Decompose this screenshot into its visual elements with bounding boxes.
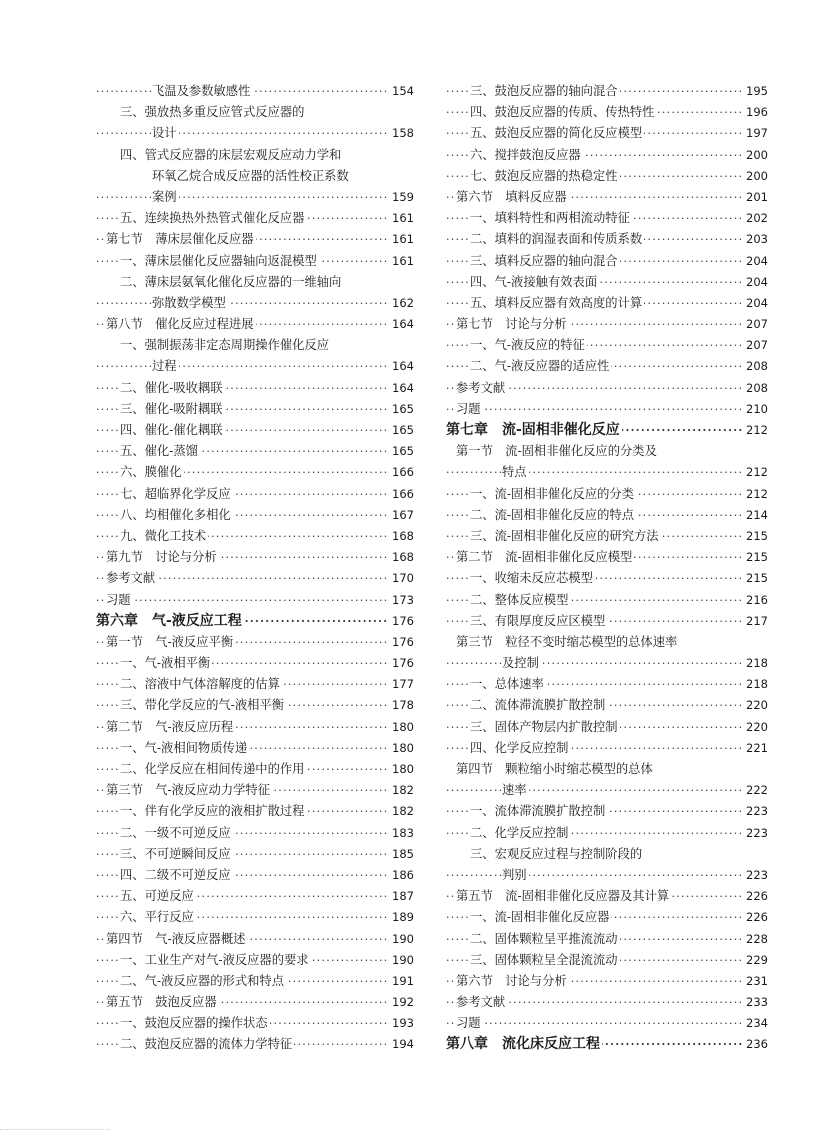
toc-subsection-entry [446,293,768,314]
toc-entry-title: 参考文献 [106,568,157,589]
toc-entry-page: 214 [742,505,768,526]
toc-entry-page: 162 [388,293,414,314]
toc-entry-page: 164 [388,314,414,335]
toc-entry-page: 192 [388,992,414,1013]
toc-entry-page: 176 [388,653,414,674]
toc-entry-title: 第五节 流-固相非催化反应器及其计算 [456,886,671,907]
toc-entry-title: 一、薄床层催化反应器轴向返混模型 [120,251,319,272]
toc-entry-page: 215 [742,547,768,568]
toc-subsection-entry [446,738,768,759]
toc-subsection-entry [446,462,768,483]
toc-subsection-entry [446,166,768,187]
toc-entry-title: 三、固体产物层内扩散控制 [470,717,620,738]
toc-entry-title: 二、催化-吸收耦联 [120,378,225,399]
toc-entry-page: 182 [388,801,414,822]
toc-entry-page: 190 [388,929,414,950]
toc-subsection-entry [446,823,768,844]
toc-entry-title: 一、填料特性和两相流动特征 [470,208,632,229]
toc-entry-title: 三、有限厚度反应区模型 [470,611,607,632]
toc-subsection-entry [96,695,414,716]
toc-subsection-entry [96,484,414,505]
toc-entry-title: 三、催化-吸附耦联 [120,399,225,420]
toc-entry-title: 一、流-固相非催化反应的分类 [470,484,636,505]
toc-entry-page: 176 [388,611,414,632]
toc-section-entry [96,780,414,801]
toc-entry-title: 二、薄床层氨氧化催化反应器的一维轴向 [120,272,343,293]
dot-leader [96,293,414,314]
toc-entry-title: 第六节 填料反应器 [456,187,569,208]
toc-section-entry [446,1013,768,1034]
toc-subsection-entry [446,208,768,229]
toc-section-entry [446,632,768,653]
toc-section-entry [96,568,414,589]
toc-entry-title: 及控制 [502,653,541,674]
toc-entry-title: 第四节 气-液反应器概述 [106,929,247,950]
toc-entry-title: 一、气-液反应的特征 [470,335,587,356]
toc-entry-page: 159 [388,187,414,208]
toc-entry-page: 185 [388,844,414,865]
toc-entry-page: 197 [742,123,768,144]
toc-subsection-entry [96,759,414,780]
toc-entry-page: 212 [742,462,768,483]
toc-entry-title: 弥散数学模型 [152,293,228,314]
page-edge-mark [0,1129,110,1136]
toc-entry-page: 223 [742,823,768,844]
toc-entry-title: 二、一级不可逆反应 [120,823,233,844]
dot-leader [446,653,768,674]
toc-entry-page: 215 [742,526,768,547]
toc-entry-title: 判别 [502,865,529,886]
toc-subsection-entry [96,251,414,272]
toc-entry-title: 三、带化学反应的气-液相平衡 [120,695,286,716]
toc-entry-page: 234 [742,1013,768,1034]
dot-leader [96,123,414,144]
toc-entry-page: 183 [388,823,414,844]
toc-subsection-entry [446,505,768,526]
toc-entry-title: 二、气-液反应器的形式和特点 [120,971,286,992]
toc-subsection-entry [96,335,414,356]
toc-entry-title: 一、收缩未反应芯模型 [470,568,595,589]
toc-entry-title: 第六节 讨论与分析 [456,971,569,992]
toc-entry-page: 165 [388,399,414,420]
dot-leader [446,780,768,801]
toc-subsection-entry [96,462,414,483]
toc-subsection-entry [446,484,768,505]
toc-entry-title: 一、伴有化学反应的液相扩散过程 [120,801,306,822]
toc-entry-title: 二、化学反应控制 [470,823,570,844]
toc-entry-page: 166 [388,484,414,505]
toc-entry-title: 习题 [456,399,483,420]
toc-entry-title: 三、鼓泡反应器的轴向混合 [470,81,620,102]
toc-entry-title: 九、微化工技术 [120,526,208,547]
toc-entry-title: 参考文献 [456,992,507,1013]
toc-entry-page: 233 [742,992,768,1013]
toc-entry-title: 第八章 流化床反应工程 [446,1034,602,1055]
toc-entry-page: 173 [388,590,414,611]
toc-subsection-entry [446,844,768,865]
toc-entry-title: 三、强放热多重反应管式反应器的 [120,102,306,123]
toc-subsection-entry [96,844,414,865]
toc-subsection-entry [96,378,414,399]
toc-entry-page: 200 [742,145,768,166]
toc-subsection-entry [446,780,768,801]
toc-entry-title: 一、流体滞流膜扩散控制 [470,801,607,822]
toc-entry-page: 229 [742,950,768,971]
toc-section-entry [96,717,414,738]
toc-entry-page: 178 [388,695,414,716]
toc-entry-page: 221 [742,738,768,759]
toc-section-entry [446,971,768,992]
toc-section-entry [446,886,768,907]
toc-entry-page: 195 [742,81,768,102]
toc-entry-page: 164 [388,378,414,399]
toc-entry-page: 226 [742,907,768,928]
toc-entry-title: 二、固体颗粒呈平推流流动 [470,929,620,950]
toc-subsection-entry [96,971,414,992]
toc-entry-page: 220 [742,717,768,738]
toc-entry-title: 三、宏观反应过程与控制阶段的 [470,844,644,865]
dot-leader [446,399,768,420]
toc-subsection-entry [446,929,768,950]
toc-entry-page: 218 [742,674,768,695]
toc-entry-page: 208 [742,378,768,399]
toc-subsection-entry [446,102,768,123]
toc-entry-page: 236 [742,1034,768,1055]
dot-leader [96,187,414,208]
toc-entry-title: 四、化学反应控制 [470,738,570,759]
toc-entry-title: 第三节 气-液反应动力学特征 [106,780,272,801]
toc-entry-title: 一、工业生产对气-液反应器的要求 [120,950,311,971]
toc-entry-page: 216 [742,590,768,611]
toc-entry-page: 212 [742,484,768,505]
toc-subsection-entry [446,123,768,144]
toc-entry-page: 168 [388,526,414,547]
toc-entry-title: 三、流-固相非催化反应的研究方法 [470,526,661,547]
toc-entry-title: 第九节 讨论与分析 [106,547,219,568]
toc-subsection-entry [446,717,768,738]
toc-subsection-entry [446,950,768,971]
toc-entry-page: 180 [388,738,414,759]
toc-entry-title: 八、均相催化多相化 [120,505,233,526]
toc-subsection-entry [96,399,414,420]
toc-entry-title: 速率 [502,780,529,801]
toc-entry-page: 204 [742,272,768,293]
toc-section-entry [446,547,768,568]
toc-entry-page: 201 [742,187,768,208]
toc-entry-title: 第七节 薄床层催化反应器 [106,229,256,250]
toc-subsection-entry [446,865,768,886]
toc-entry-title: 第二节 流-固相非催化反应模型 [456,547,634,568]
toc-subsection-entry [446,145,768,166]
toc-entry-title: 五、催化-蒸馏 [120,441,200,462]
toc-entry-title: 二、流-固相非催化反应的特点 [470,505,636,526]
toc-entry-title: 六、平行反应 [120,907,196,928]
toc-entry-page: 217 [742,611,768,632]
toc-entry-title: 四、催化-催化耦联 [120,420,225,441]
toc-entry-page: 202 [742,208,768,229]
toc-entry-title: 环氧乙烷合成反应器的活性校正系数 [152,166,351,187]
toc-entry-title: 第四节 颗粒缩小时缩芯模型的总体 [456,759,655,780]
toc-entry-page: 168 [388,547,414,568]
toc-entry-page: 204 [742,293,768,314]
toc-section-entry [96,547,414,568]
toc-entry-page: 182 [388,780,414,801]
toc-entry-title: 一、流-固相非催化反应器 [470,907,611,928]
toc-entry-page: 161 [388,208,414,229]
toc-subsection-entry [96,145,414,166]
toc-entry-title: 四、鼓泡反应器的传质、传热特性 [470,102,656,123]
toc-entry-title: 第一节 流-固相非催化反应的分类及 [456,441,659,462]
toc-subsection-entry [446,801,768,822]
toc-entry-title: 二、化学反应在相间传递中的作用 [120,759,306,780]
toc-chapter-entry [446,420,768,441]
toc-section-entry [96,229,414,250]
toc-subsection-entry [96,187,414,208]
toc-entry-title: 二、气-液反应器的适应性 [470,356,611,377]
toc-entry-page: 223 [742,801,768,822]
toc-entry-page: 167 [388,505,414,526]
toc-entry-page: 196 [742,102,768,123]
toc-entry-title: 一、总体速率 [470,674,546,695]
toc-section-entry [446,378,768,399]
toc-entry-page: 212 [742,420,768,441]
toc-section-entry [96,992,414,1013]
toc-entry-title: 案例 [152,187,179,208]
toc-subsection-entry [96,166,414,187]
toc-entry-page: 170 [388,568,414,589]
toc-entry-title: 第七章 流-固相非催化反应 [446,420,622,441]
toc-entry-page: 210 [742,399,768,420]
toc-entry-title: 二、溶液中气体溶解度的估算 [120,674,282,695]
toc-entry-page: 165 [388,420,414,441]
toc-subsection-entry [96,823,414,844]
toc-entry-title: 二、填料的润湿表面和传质系数 [470,229,644,250]
toc-entry-title: 第三节 粒径不变时缩芯模型的总体速率 [456,632,679,653]
toc-entry-page: 158 [388,123,414,144]
toc-entry-title: 飞温及参数敏感性 [152,81,252,102]
toc-entry-page: 186 [388,865,414,886]
toc-entry-title: 二、流体滞流膜扩散控制 [470,695,607,716]
toc-subsection-entry [96,293,414,314]
toc-subsection-entry [446,251,768,272]
toc-section-entry [96,590,414,611]
toc-entry-page: 207 [742,314,768,335]
toc-entry-page: 194 [388,1034,414,1055]
toc-subsection-entry [446,81,768,102]
toc-subsection-entry [96,865,414,886]
toc-subsection-entry [446,907,768,928]
toc-section-entry [446,187,768,208]
toc-subsection-entry [96,674,414,695]
toc-entry-page: 203 [742,229,768,250]
toc-entry-title: 五、填料反应器有效高度的计算 [470,293,644,314]
toc-entry-title: 习题 [106,590,133,611]
toc-entry-title: 第六章 气-液反应工程 [96,611,244,632]
toc-subsection-entry [446,568,768,589]
toc-entry-title: 参考文献 [456,378,507,399]
toc-section-entry [96,632,414,653]
toc-entry-page: 218 [742,653,768,674]
toc-subsection-entry [96,81,414,102]
toc-entry-title: 六、膜催化 [120,462,184,483]
toc-subsection-entry [446,526,768,547]
toc-entry-page: 176 [388,632,414,653]
toc-entry-title: 第七节 讨论与分析 [456,314,569,335]
toc-entry-title: 一、强制振荡非定态周期操作催化反应 [120,335,331,356]
toc-subsection-entry [96,208,414,229]
toc-subsection-entry [96,123,414,144]
toc-entry-page: 161 [388,229,414,250]
toc-section-entry [96,929,414,950]
toc-entry-title: 二、整体反应模型 [470,590,570,611]
toc-section-entry [446,992,768,1013]
toc-entry-page: 180 [388,759,414,780]
toc-subsection-entry [96,907,414,928]
toc-entry-title: 一、鼓泡反应器的操作状态 [120,1013,270,1034]
toc-entry-title: 第八节 催化反应过程进展 [106,314,256,335]
toc-subsection-entry [446,356,768,377]
toc-entry-title: 七、超临界化学反应 [120,484,233,505]
toc-section-entry [446,759,768,780]
dot-leader [446,462,768,483]
toc-subsection-entry [96,420,414,441]
toc-subsection-entry [446,272,768,293]
toc-entry-title: 一、气-液相平衡 [120,653,212,674]
toc-entry-title: 三、不可逆瞬间反应 [120,844,233,865]
toc-entry-title: 设计 [152,123,179,144]
toc-subsection-entry [96,738,414,759]
toc-entry-title: 过程 [152,356,179,377]
toc-subsection-entry [96,886,414,907]
toc-entry-page: 226 [742,886,768,907]
toc-entry-title: 二、鼓泡反应器的流体力学特征 [120,1034,294,1055]
toc-entry-title: 四、气-液接触有效表面 [470,272,599,293]
toc-entry-page: 204 [742,251,768,272]
toc-subsection-entry [96,102,414,123]
toc-entry-page: 231 [742,971,768,992]
toc-subsection-entry [446,335,768,356]
toc-subsection-entry [96,526,414,547]
toc-section-entry [446,399,768,420]
toc-entry-title: 一、气-液相间物质传递 [120,738,249,759]
toc-entry-page: 215 [742,568,768,589]
toc-entry-page: 161 [388,251,414,272]
toc-entry-title: 第五节 鼓泡反应器 [106,992,219,1013]
toc-entry-page: 165 [388,441,414,462]
toc-section-entry [96,314,414,335]
toc-right-column [446,81,768,1056]
toc-section-entry [446,314,768,335]
toc-entry-page: 208 [742,356,768,377]
dot-leader [96,81,414,102]
toc-entry-title: 特点 [502,462,529,483]
toc-subsection-entry [96,653,414,674]
toc-entry-page: 191 [388,971,414,992]
toc-entry-page: 164 [388,356,414,377]
toc-subsection-entry [446,590,768,611]
dot-leader [96,356,414,377]
toc-subsection-entry [96,356,414,377]
toc-entry-page: 220 [742,695,768,716]
toc-chapter-entry [96,611,414,632]
toc-entry-title: 三、填料反应器的轴向混合 [470,251,620,272]
toc-subsection-entry [96,441,414,462]
dot-leader [96,590,414,611]
toc-entry-title: 五、可逆反应 [120,886,196,907]
toc-entry-page: 222 [742,780,768,801]
toc-entry-page: 177 [388,674,414,695]
toc-entry-title: 四、二级不可逆反应 [120,865,233,886]
toc-subsection-entry [96,272,414,293]
toc-chapter-entry [446,1034,768,1055]
toc-entry-title: 五、鼓泡反应器的简化反应模型 [470,123,644,144]
toc-subsection-entry [446,695,768,716]
toc-entry-page: 180 [388,717,414,738]
toc-subsection-entry [96,950,414,971]
toc-entry-title: 六、搅拌鼓泡反应器 [470,145,583,166]
toc-subsection-entry [446,611,768,632]
toc-subsection-entry [96,1013,414,1034]
toc-entry-title: 三、固体颗粒呈全混流流动 [470,950,620,971]
toc-entry-page: 193 [388,1013,414,1034]
toc-entry-page: 207 [742,335,768,356]
toc-entry-title: 五、连续换热外热管式催化反应器 [120,208,306,229]
toc-entry-title: 习题 [456,1013,483,1034]
toc-entry-page: 190 [388,950,414,971]
toc-subsection-entry [446,229,768,250]
dot-leader [446,865,768,886]
toc-subsection-entry [446,653,768,674]
toc-entry-page: 189 [388,907,414,928]
toc-entry-page: 187 [388,886,414,907]
toc-entry-title: 四、管式反应器的床层宏观反应动力学和 [120,145,343,166]
toc-entry-title: 七、鼓泡反应器的热稳定性 [470,166,620,187]
toc-left-column [96,81,414,1056]
toc-subsection-entry [96,801,414,822]
toc-entry-page: 200 [742,166,768,187]
toc-subsection-entry [446,674,768,695]
toc-entry-page: 223 [742,865,768,886]
dot-leader [446,1013,768,1034]
toc-entry-page: 228 [742,929,768,950]
toc-entry-page: 154 [388,81,414,102]
toc-section-entry [446,441,768,462]
toc-entry-title: 第二节 气-液反应历程 [106,717,235,738]
toc-entry-page: 166 [388,462,414,483]
toc-subsection-entry [96,1034,414,1055]
toc-subsection-entry [96,505,414,526]
toc-entry-title: 第一节 气-液反应平衡 [106,632,235,653]
